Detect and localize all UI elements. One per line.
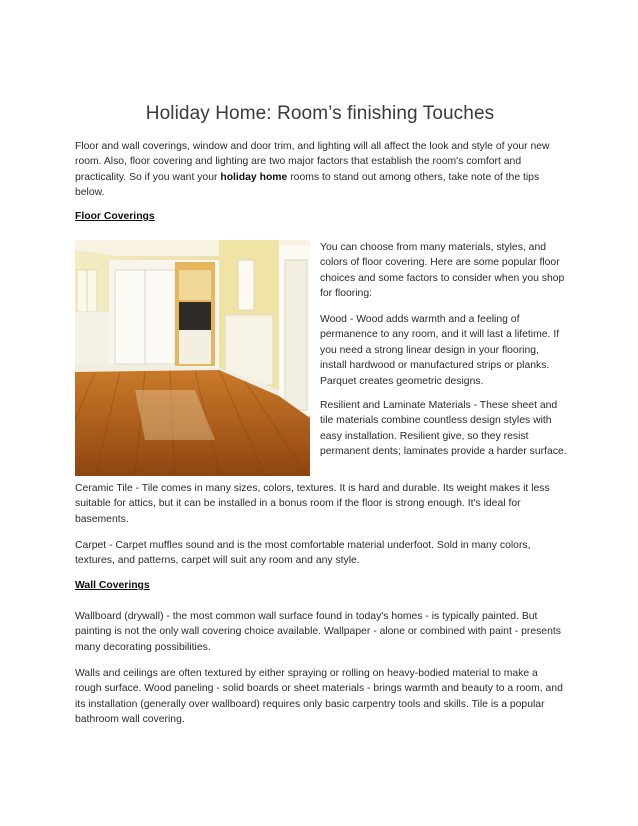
ceramic-tile-paragraph: Ceramic Tile - Tile comes in many sizes, colors, textures. It is hard and durable. Its weight makes it less suitable for attics, but it can be installed in a bonus room if the floor is strong enough. It's ideal for basements. — [75, 483, 550, 525]
wall-coverings-heading: Wall Coverings — [75, 580, 150, 591]
resilient-laminate-paragraph: Resilient and Laminate Materials - These sheet and tile materials combine countless design styles with easy installation. Resilient give, so they resist permanent dents; laminates provide a harder surface. — [320, 400, 567, 458]
room-floor-photo — [75, 240, 310, 476]
textured-walls-paragraph: Walls and ceilings are often textured by either spraying or rolling on heavy-bodied material to make a rough surface. Wood paneling - solid boards or sheet materials - brings warmth and beauty to a room, and its installation (generally over wallboard) requires only basic carpentry tools and skills. Tile is a popular bathroom wall covering. — [75, 668, 563, 726]
floor-intro-paragraph: You can choose from many materials, styles, and colors of floor covering. Here are some popular floor choices and some factors to consider when you shop for flooring: — [320, 242, 565, 300]
intro-text-after: rooms to stand out among others, take note of the tips below. — [75, 171, 540, 199]
intro-text-before: Floor and wall coverings, window and door trim, and lighting will all affect the look and style of your new room. Also, floor covering and lighting are two major factors that establish the room's comfort and practicality. So if you want your — [75, 141, 550, 183]
floor-coverings-heading: Floor Coverings — [75, 211, 155, 222]
wallboard-paragraph: Wallboard (drywall) - the most common wall surface found in today's homes - is typically painted. But painting is not the only wall covering choice available. Wallpaper - alone or combined with paint - presents many decorating possibilities. — [75, 611, 561, 653]
carpet-paragraph: Carpet - Carpet muffles sound and is the most comfortable material underfoot. Sold in many colors, textures, and patterns, carpet will suit any room and any style. — [75, 540, 531, 567]
intro-paragraph — [75, 139, 563, 201]
holiday-home-keyword: holiday home — [220, 171, 288, 183]
page-title: Holiday Home: Room’s finishing Touches — [145, 103, 495, 124]
wood-paragraph: Wood - Wood adds warmth and a feeling of permanence to any room, and it will last a lifetime. If you need a strong linear design in your flooring, install hardwood or manufactured strips or planks. Parquet creates geometric designs. — [320, 314, 560, 387]
